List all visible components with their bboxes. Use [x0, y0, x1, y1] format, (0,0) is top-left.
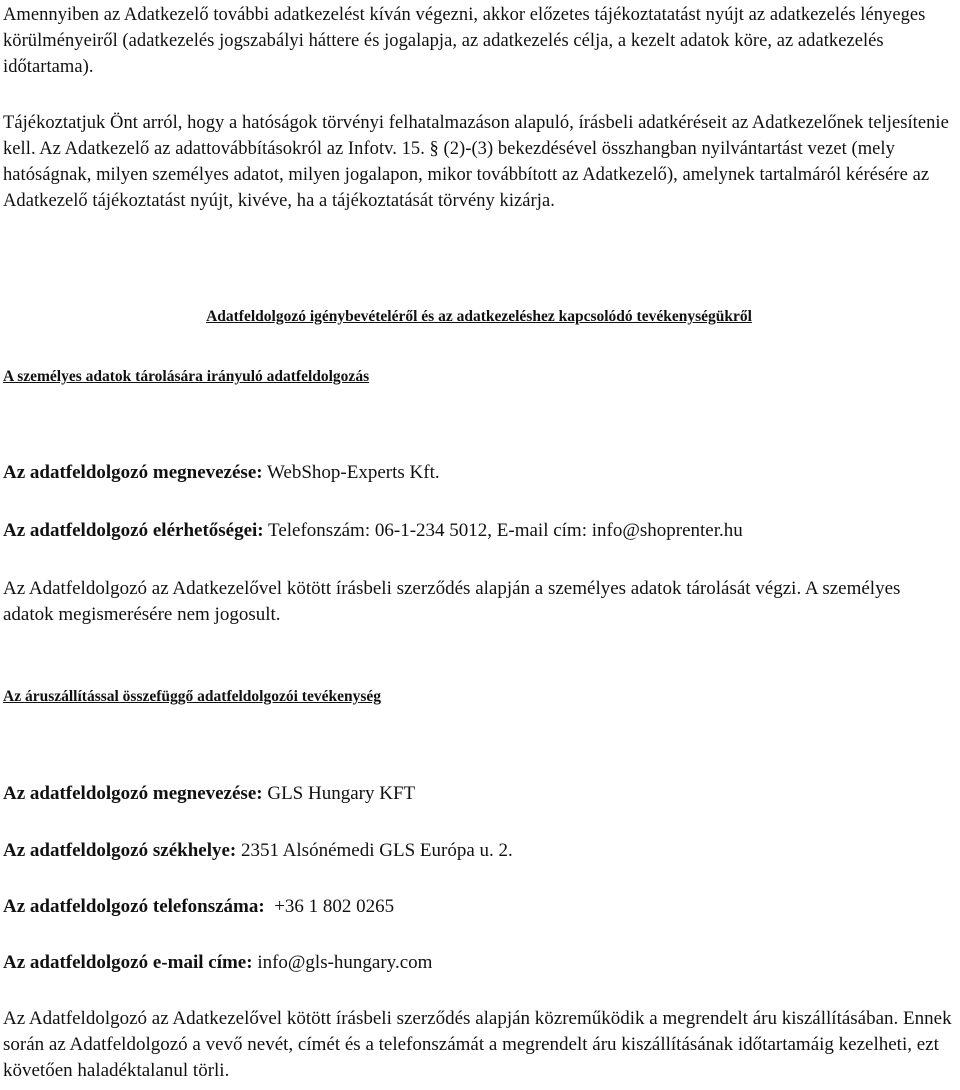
- field-label: Az adatfeldolgozó e-mail címe:: [3, 952, 253, 973]
- storage-processor-name: [3, 460, 955, 486]
- field-value: info@gls-hungary.com: [252, 952, 433, 973]
- field-label: Az adatfeldolgozó megnevezése:: [3, 783, 263, 804]
- shipping-heading: [3, 687, 955, 707]
- shipping-processor-phone: [3, 894, 955, 920]
- shipping-heading-text: Az áruszállítással összefüggő adatfeldolgozói tevékenység: [3, 688, 381, 705]
- shipping-processor-seat: [3, 838, 955, 864]
- field-value: Telefonszám: 06-1-234 5012, E-mail cím: info@shoprenter.hu: [263, 520, 743, 541]
- field-label: Az adatfeldolgozó telefonszáma:: [3, 896, 265, 917]
- paragraph-text: Amennyiben az Adatkezelő további adatkezelést kíván végezni, akkor előzetes tájékoztatatást nyújt az adatkezelés lényeges körülményeiről (adatkezelés jogszabályi háttere és jogalapja, az adatkezelés célja, a kezelt adatok köre, az adatkezelés időtartama).: [3, 5, 926, 77]
- field-label: Az adatfeldolgozó elérhetőségei:: [3, 520, 264, 541]
- paragraph-text: Az Adatfeldolgozó az Adatkezelővel kötött írásbeli szerződés alapján közreműködik a megrendelt áru kiszállításában. Ennek során az Adatfeldolgozó a vevő nevét, címét és a telefonszámát a megrendelt áru kiszállításának időtartamáig kezelheti, ezt követően haladéktalanul törli.: [3, 1008, 952, 1081]
- field-label: Az adatfeldolgozó székhelye:: [3, 840, 237, 861]
- field-value: +36 1 802 0265: [264, 896, 395, 917]
- intro-paragraph-further-processing: [3, 2, 955, 80]
- paragraph-text: Az Adatfeldolgozó az Adatkezelővel kötött írásbeli szerződés alapján a személyes adatok tárolását végzi. A személyes adatok megismerésére nem jogosult.: [3, 578, 901, 625]
- storage-heading-text: A személyes adatok tárolására irányuló adatfeldolgozás: [3, 368, 370, 385]
- paragraph-text: Tájékoztatjuk Önt arról, hogy a hatóságok törvényi felhatalmazáson alapuló, írásbeli adatkéréseit az Adatkezelőnek teljesítenie kell. Az Adatkezelő az adattovábbításokról az Infotv. 15. § (2)-(3) bekezdésével összhangban nyilvántartást vezet (mely hatóságnak, milyen személyes adatot, milyen jogalapon, mikor továbbított az Adatkezelő), amelynek tartalmáról kérésére az Adatkezelő tájékoztatást nyújt, kivéve, ha a tájékoztatását törvény kizárja.: [3, 113, 949, 211]
- field-value: GLS Hungary KFT: [262, 783, 416, 804]
- storage-description: [3, 576, 955, 628]
- shipping-description: [3, 1006, 955, 1084]
- storage-heading: [3, 367, 955, 387]
- section-title-text: Adatfeldolgozó igénybevételéről és az adatkezeléshez kapcsolódó tevékenységükről: [206, 308, 752, 325]
- section-title: [3, 307, 955, 327]
- intro-paragraph-authorities: [3, 110, 955, 214]
- field-value: WebShop-Experts Kft.: [262, 462, 440, 483]
- shipping-processor-name: [3, 781, 955, 807]
- field-value: 2351 Alsónémedi GLS Európa u. 2.: [236, 840, 513, 861]
- storage-processor-contact: [3, 518, 955, 544]
- field-label: Az adatfeldolgozó megnevezése:: [3, 462, 263, 483]
- shipping-processor-email: [3, 950, 955, 976]
